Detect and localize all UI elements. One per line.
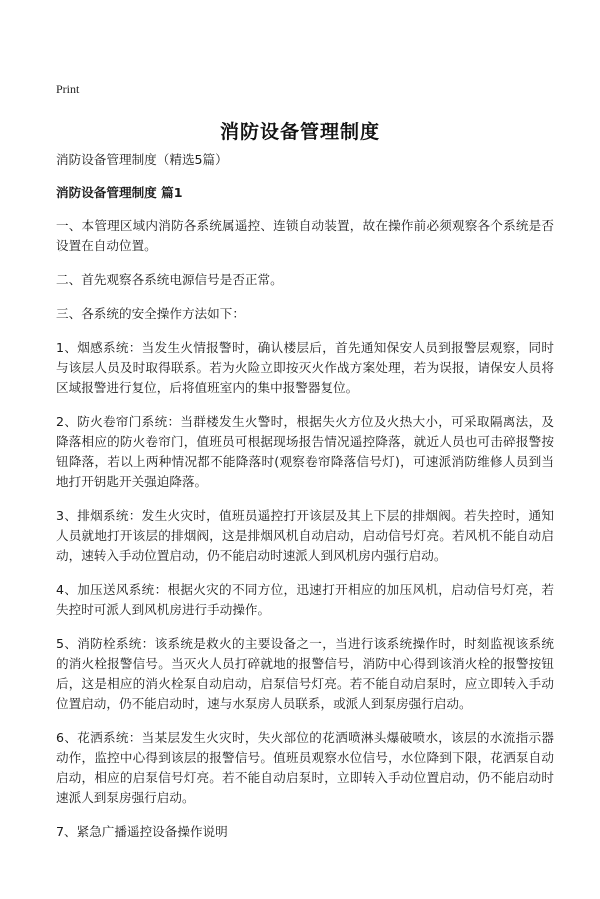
document-subtitle: 消防设备管理制度（精选5篇） (56, 152, 228, 167)
paragraph-3: 三、各系统的安全操作方法如下： (56, 306, 245, 321)
print-label: Print (56, 82, 80, 96)
page-title: 消防设备管理制度 (219, 121, 380, 143)
document-body (56, 150, 554, 856)
paragraph-2: 二、首先观察各系统电源信号是否正常。 (56, 272, 283, 287)
paragraph-sprinkler: 6、花洒系统：当某层发生火灾时，失火部位的花洒喷淋头爆破喷水，该层的水流指示器动作，监控中心得到该层的报警信号。值班员观察水位信号，水位降到下限，花洒泵自动启动，相应的启泵信号灯亮。若不能自动启泵时，立即转入手动位置启动，仍不能启动时速派人到泵房强行启动。 (56, 730, 554, 805)
paragraph-hydrant: 5、消防栓系统：该系统是救火的主要设备之一，当进行该系统操作时，时刻监视该系统的消火栓报警信号。当灭火人员打碎就地的报警信号，消防中心得到该消火栓的报警按钮后，这是相应的消火栓泵自动启动，启泵信号灯亮。若不能自动启泵时，应立即转入手动位置启动，仍不能启动时，速与水泵房人员联系，或派人到泵房强行启动。 (56, 636, 554, 711)
paragraph-smoke-detection: 1、烟感系统：当发生火情报警时，确认楼层后，首先通知保安人员到报警层观察，同时与该层人员及时取得联系。若为火险立即按灭火作战方案处理，若为误报，请保安人员将区域报警进行复位，后将值班室内的集中报警器复位。 (56, 340, 554, 395)
section-heading: 消防设备管理制度 篇1 (56, 185, 183, 200)
paragraph-broadcast: 7、紧急广播遥控设备操作说明 (56, 824, 228, 839)
paragraph-pressurized-air: 4、加压送风系统：根据火灾的不同方位，迅速打开相应的加压风机，启动信号灯亮，若失控时可派人到风机房进行手动操作。 (56, 582, 554, 617)
paragraph-smoke-exhaust: 3、排烟系统：发生火灾时，值班员遥控打开该层及其上下层的排烟阀。若失控时，通知人员就地打开该层的排烟阀，这是排烟风机自动启动，启动信号灯亮。若风机不能自动启动，速转入手动位置启动，仍不能启动时速派人到风机房内强行启动。 (56, 508, 554, 563)
paragraph-1: 一、本管理区域内消防各系统属遥控、连锁自动装置，故在操作前必须观察各个系统是否设置在自动位置。 (56, 218, 554, 253)
paragraph-fire-shutter: 2、防火卷帘门系统：当群楼发生火警时，根据失火方位及火热大小，可采取隔离法，及降落相应的防火卷帘门，值班员可根据现场报告情况遥控降落，就近人员也可击碎报警按钮降落，若以上两种情况都不能降落时(观察卷帘降落信号灯)，可速派消防维修人员到当地打开钥匙开关强迫降落。 (56, 414, 554, 489)
